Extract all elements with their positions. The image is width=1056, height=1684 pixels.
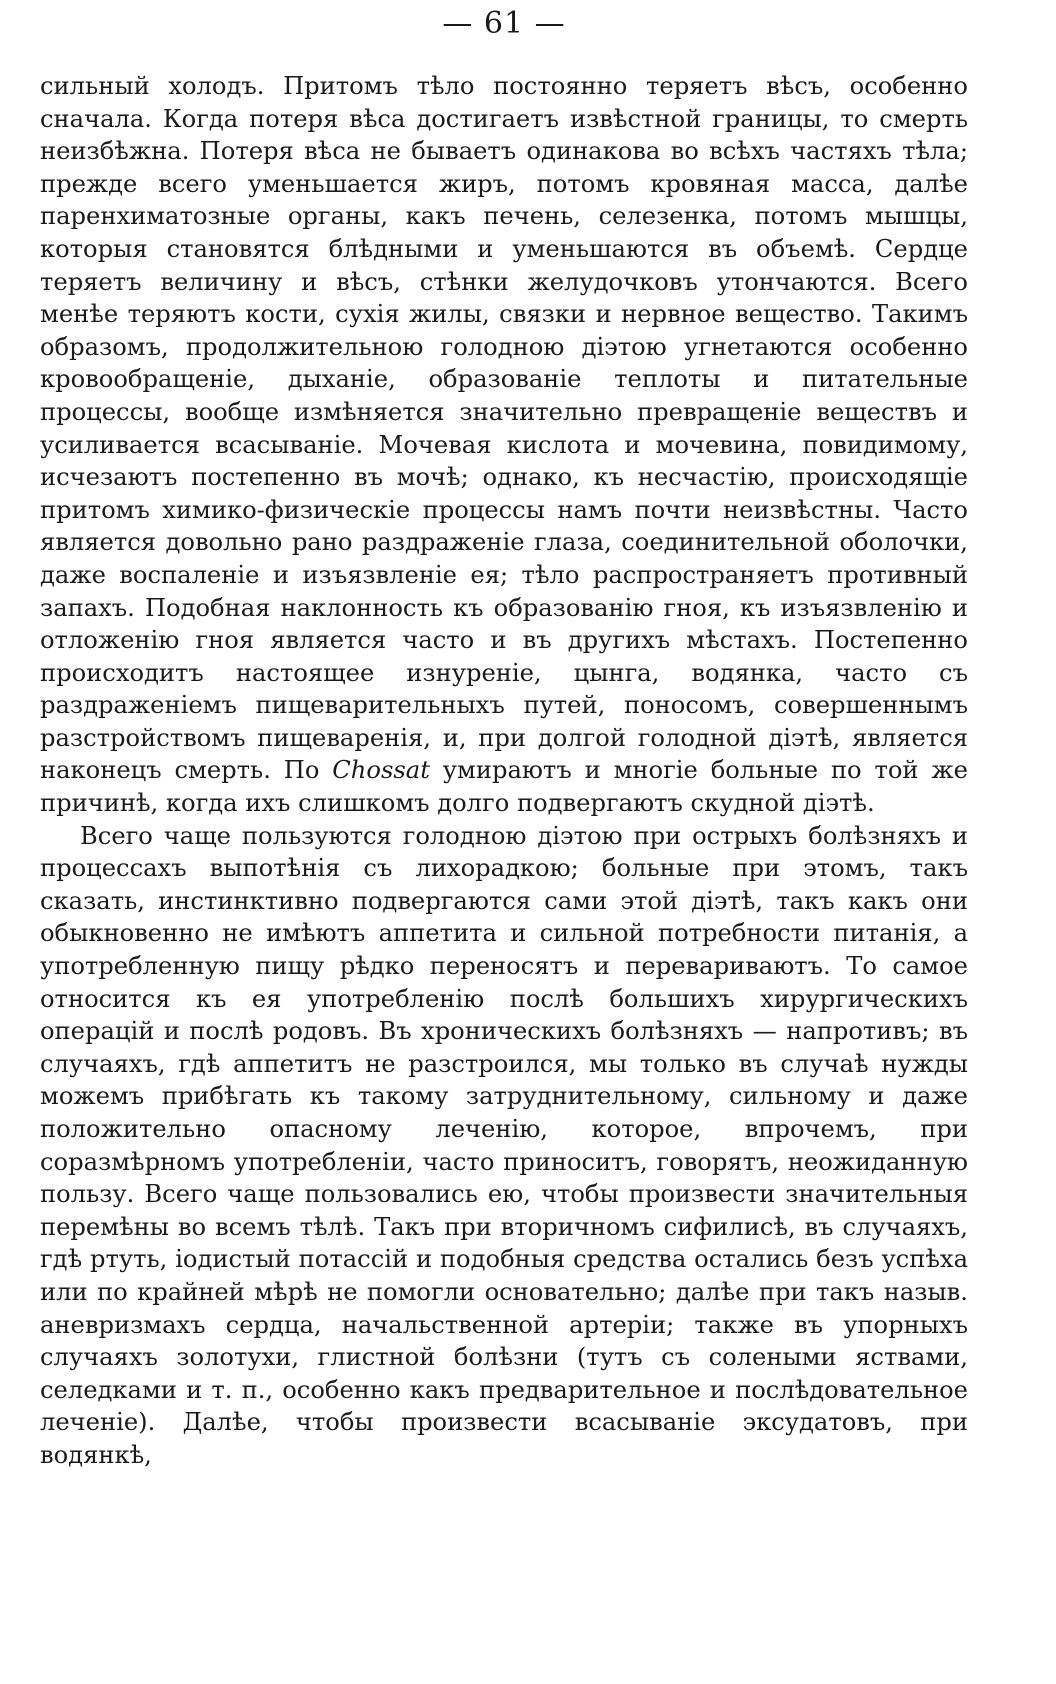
paragraph-1	[40, 70, 968, 820]
page-number: — 61 —	[442, 6, 566, 41]
paragraph-2: Всего чаще пользуются голодною діэтою при острыхъ болѣзняхъ и процессахъ выпотѣнія съ лихорадкою; больные при этомъ, такъ сказать, инстинктивно подвергаются сами этой діэтѣ, такъ какъ они обыкновенно не имѣютъ аппетита и сильной потребности питанія, а употребленную пищу рѣдко переносятъ и перевариваютъ. То самое относится къ ея употребленію послѣ большихъ хирургическихъ операцій и послѣ родовъ. Въ хроническихъ болѣзняхъ — напротивъ; въ случаяхъ, гдѣ аппетитъ не разстроился, мы только въ случаѣ нужды можемъ прибѣгать къ такому затруднительному, сильному и даже положительно опасному леченію, которое, впрочемъ, при соразмѣрномъ употребленіи, часто приноситъ, говорятъ, неожиданную пользу. Всего чаще пользовались ею, чтобы произвести значительныя перемѣны во всемъ тѣлѣ. Такъ при вторичномъ сифилисѣ, въ случаяхъ, гдѣ ртуть, іодистый потассій и подобныя средства остались безъ успѣха или по крайней мѣрѣ не помогли основательно; далѣе при такъ назыв. аневризмахъ сердца, начальственной артеріи; также въ упорныхъ случаяхъ золотухи, глистной болѣзни (тутъ съ солеными яствами, селедками и т. п., особенно какъ предварительное и послѣдовательное леченіе). Далѣе, чтобы произвести всасываніе эксудатовъ, при водянкѣ,	[40, 821, 968, 1469]
paragraph-1-text-start: сильный холодъ. Притомъ тѣло постоянно теряетъ вѣсъ, особенно сначала. Когда потеря вѣса достигаетъ извѣстной границы, то смерть неизбѣжна. Потеря вѣса не бываетъ одинакова во всѣхъ частяхъ тѣла; прежде всего уменьшается жиръ, потомъ кровяная масса, далѣе паренхиматозные органы, какъ печень, селезенка, потомъ мышцы, которыя становятся блѣдными и уменьшаются въ объемѣ. Сердце теряетъ величину и вѣсъ, стѣнки желудочковъ утончаются. Всего менѣе теряютъ кости, сухія жилы, связки и нервное вещество. Такимъ образомъ, продолжительною голодною діэтою угнетаются особенно кровообращеніе, дыханіе, образованіе теплоты и питательные процессы, вообще измѣняется значительно превращеніе веществъ и усиливается всасываніе. Мочевая кислота и мочевина, повидимому, исчезаютъ постепенно въ мочѣ; однако, къ несчастію, происходящіе притомъ химико-физическіе процессы намъ почти неизвѣстны. Часто является довольно рано раздраженіе глаза, соединительной оболочки, даже воспаленіе и изъязвленіе ея; тѣло распространяетъ противный запахъ. Подобная наклонность къ образованію гноя, къ изъязвленію и отложенію гноя является часто и въ другихъ мѣстахъ. Постепенно происходитъ настоящее изнуреніе, цынга, водянка, часто съ раздраженіемъ пищеварительныхъ путей, поносомъ, совершеннымъ разстройствомъ пищеваренія, и, при долгой голодной діэтѣ, является наконецъ смерть. По	[40, 72, 968, 785]
paragraph-1-text-end: умираютъ и многіе больные по той же причинѣ, когда ихъ слишкомъ долго подвергаютъ скудной діэтѣ.	[40, 756, 968, 818]
author-name-italic: Chossat	[332, 756, 430, 785]
